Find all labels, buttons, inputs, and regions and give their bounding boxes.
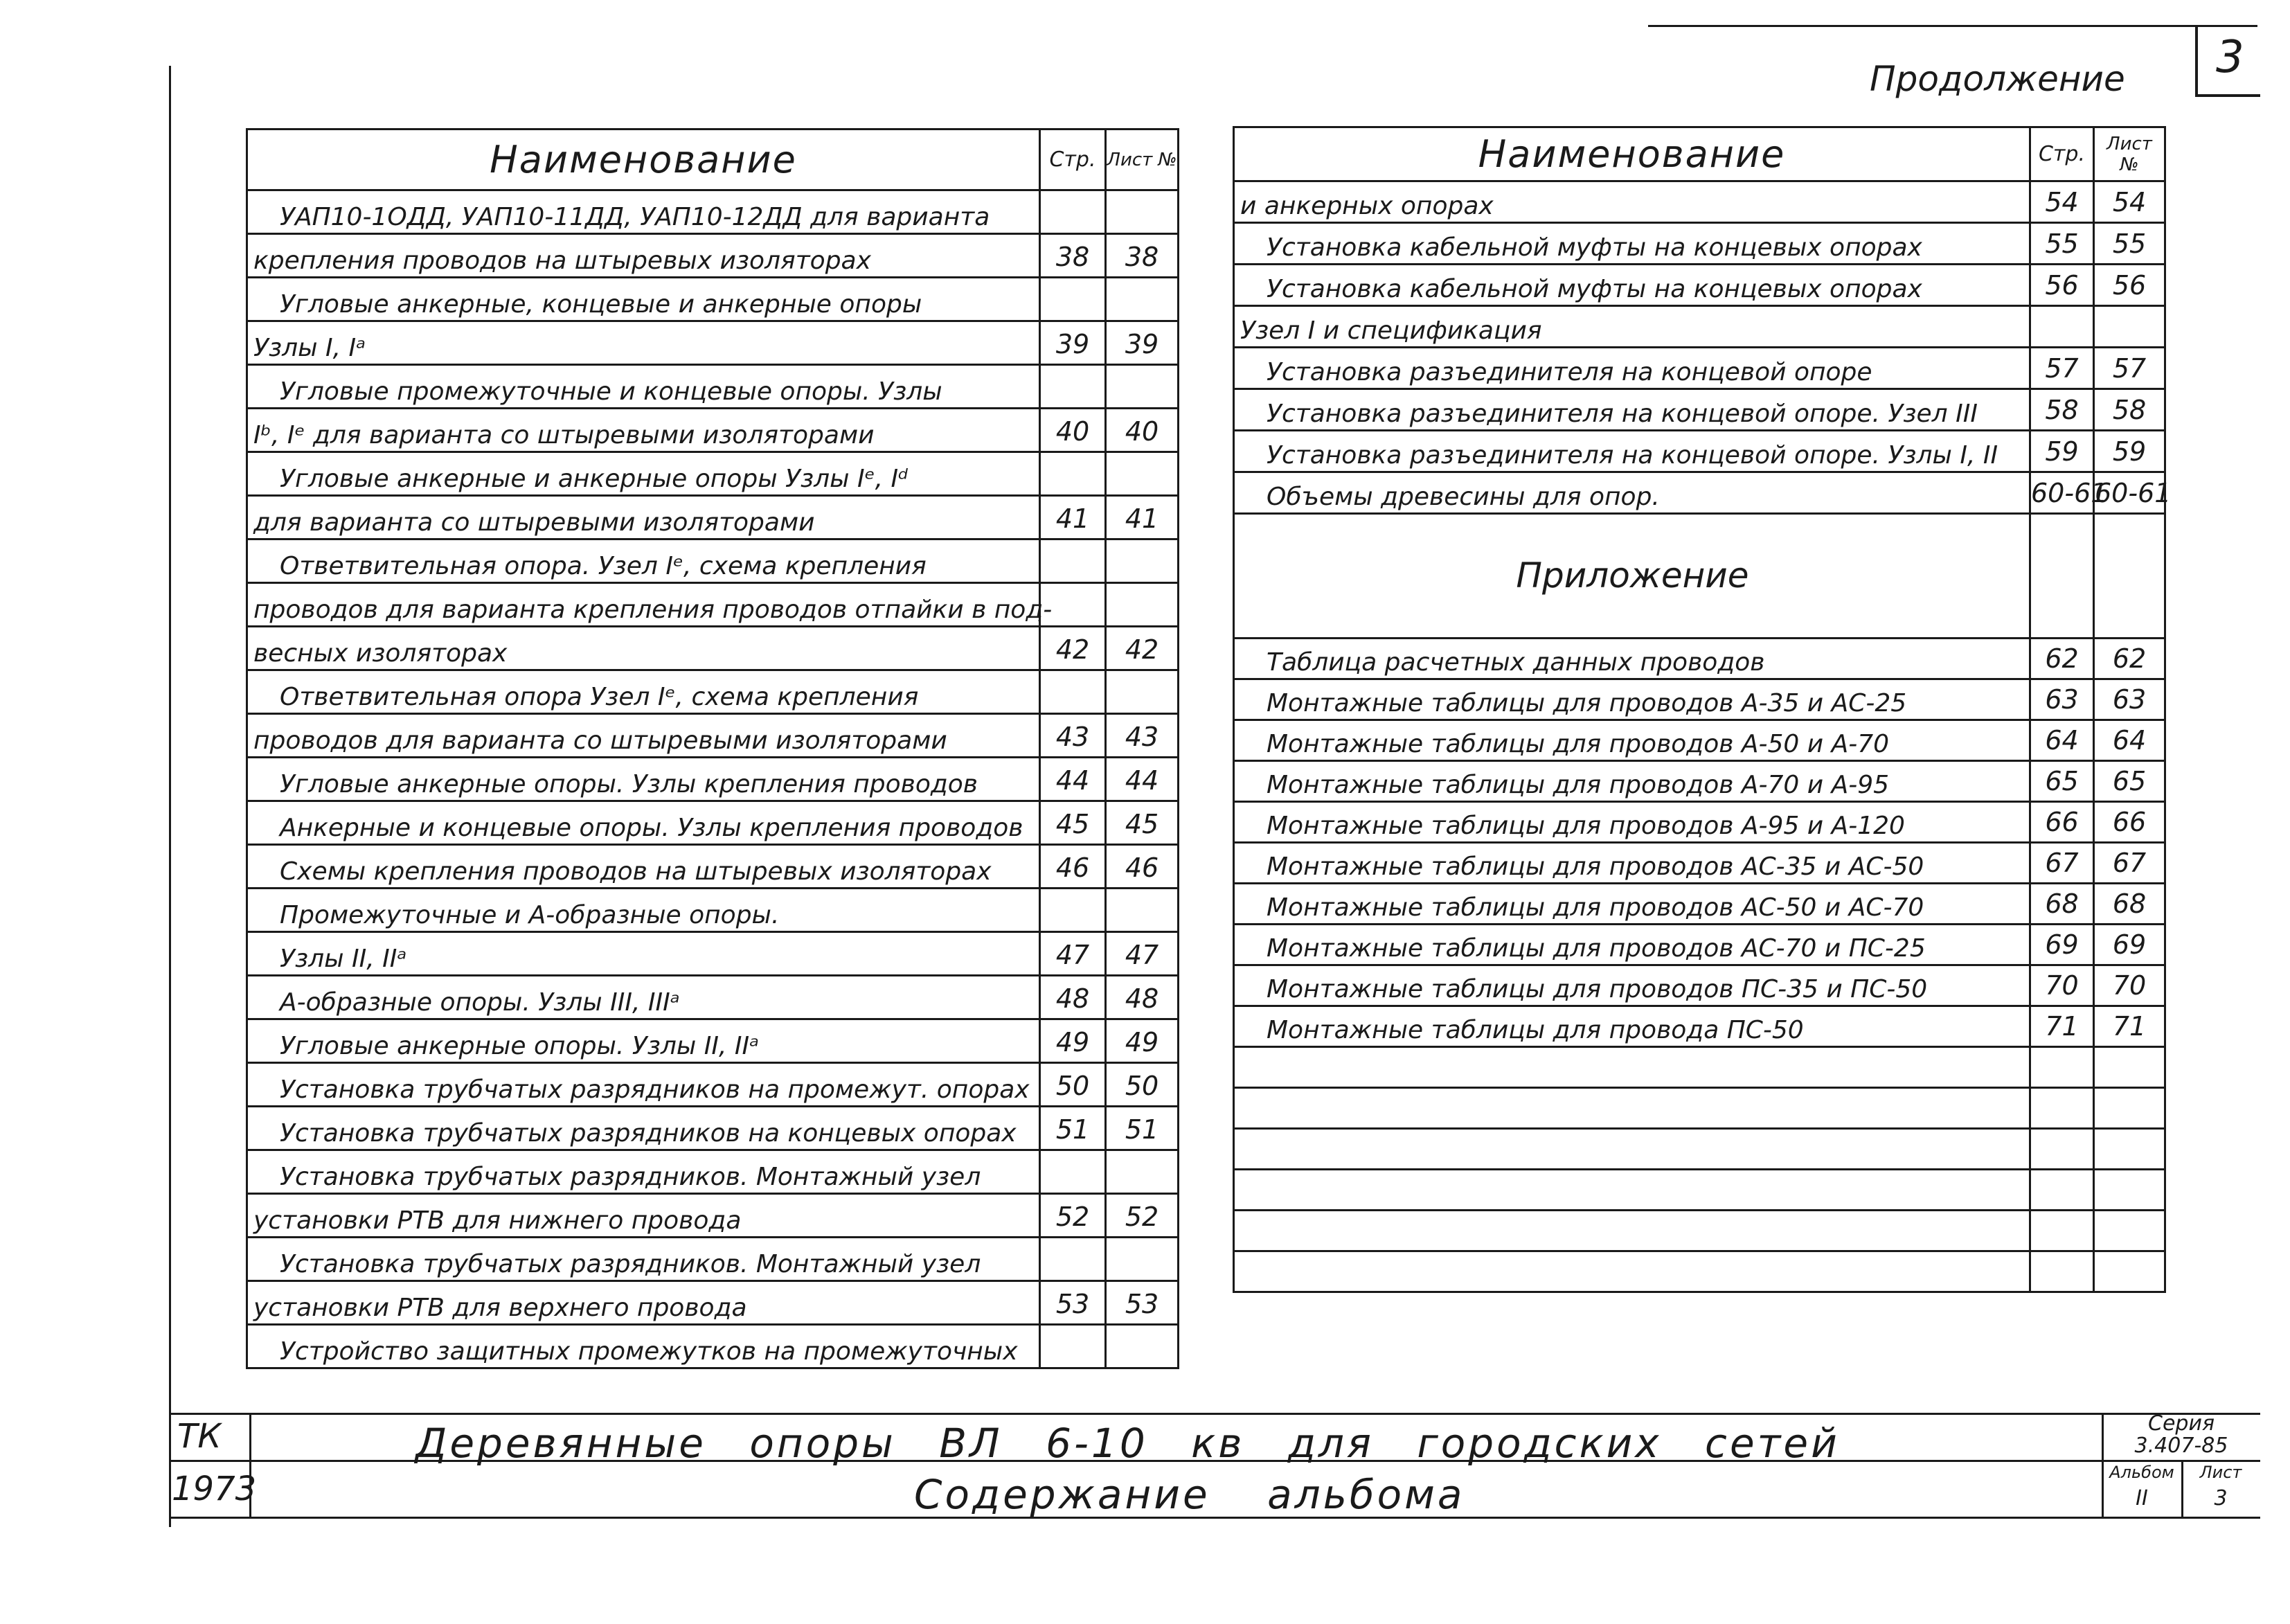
entry-name: Монтажные таблицы для проводов АС-70 и ПС-25: [1234, 925, 2030, 965]
entry-sheet: 68: [2094, 884, 2165, 925]
left-header-name: Наименование: [247, 130, 1040, 190]
table-row: [247, 583, 1179, 627]
entry-page: [1040, 278, 1106, 321]
sheet-value: 3: [2214, 1486, 2228, 1510]
entry-sheet: [1106, 1150, 1179, 1194]
entry-sheet: 52: [1106, 1194, 1179, 1238]
entry-name: Монтажные таблицы для проводов А-70 и А-95: [1234, 761, 2030, 802]
entry-sheet: 46: [1106, 845, 1179, 889]
entry-name: [1234, 1170, 2030, 1211]
right-table-body: [1234, 181, 2172, 1292]
entry-sheet: 66: [2094, 802, 2165, 843]
entry-page: 44: [1040, 758, 1106, 801]
entry-name: Ответвительная опора. Узел Iᵉ, схема крепления: [247, 539, 1040, 583]
entry-page: 70: [2030, 965, 2094, 1006]
entry-name: Установка кабельной муфты на концевых опорах: [1234, 265, 2030, 306]
entry-page: [2030, 1211, 2094, 1251]
entry-sheet: [1106, 1238, 1179, 1281]
entry-name: Угловые промежуточные и концевые опоры. Узлы: [247, 365, 1040, 409]
entry-sheet: 45: [1106, 801, 1179, 845]
left-contents-table: [246, 128, 1179, 1369]
entry-page: 58: [2030, 389, 2094, 431]
entry-name: Монтажные таблицы для провода ПС-50: [1234, 1006, 2030, 1047]
appendix-row: [1234, 925, 2165, 965]
table-row: [247, 627, 1179, 670]
entry-page: 45: [1040, 801, 1106, 845]
entry-page: [1040, 539, 1106, 583]
entry-page: 46: [1040, 845, 1106, 889]
table-row: [247, 932, 1179, 976]
entry-sheet: [1106, 539, 1179, 583]
entry-name: Угловые анкерные опоры. Узлы II, IIᵃ: [247, 1019, 1040, 1063]
entry-page: 38: [1040, 234, 1106, 278]
table-row: [1234, 431, 2165, 472]
entry-sheet: 71: [2094, 1006, 2165, 1047]
org-code: ТК: [177, 1417, 222, 1456]
entry-page: 41: [1040, 496, 1106, 539]
entry-page: 51: [1040, 1107, 1106, 1150]
entry-sheet: 53: [1106, 1281, 1179, 1325]
appendix-row: [1234, 761, 2165, 802]
entry-page: [1040, 1325, 1106, 1368]
entry-page: 56: [2030, 265, 2094, 306]
entry-page: [2030, 1088, 2094, 1129]
appendix-title: Приложение: [1234, 514, 2030, 639]
album-label: Альбом: [2109, 1463, 2174, 1482]
table-row: [247, 234, 1179, 278]
entry-page: 67: [2030, 843, 2094, 884]
table-row: [247, 496, 1179, 539]
entry-name: Установка трубчатых разрядников на концевых опорах: [247, 1107, 1040, 1150]
entry-page: 59: [2030, 431, 2094, 472]
entry-page: 64: [2030, 720, 2094, 761]
empty-row: [1234, 1047, 2165, 1088]
title-block-top-line: [169, 1413, 2260, 1415]
entry-name: Анкерные и концевые опоры. Узлы крепления проводов: [247, 801, 1040, 845]
entry-sheet: 39: [1106, 321, 1179, 365]
entry-sheet: 50: [1106, 1063, 1179, 1107]
entry-page: 71: [2030, 1006, 2094, 1047]
entry-name: Узлы I, Iᵃ: [247, 321, 1040, 365]
entry-name: Узлы II, IIᵃ: [247, 932, 1040, 976]
entry-page: 53: [1040, 1281, 1106, 1325]
entry-sheet: 64: [2094, 720, 2165, 761]
table-row: [1234, 223, 2165, 265]
table-row: [247, 976, 1179, 1019]
entry-sheet: 40: [1106, 409, 1179, 452]
empty-row: [1234, 1251, 2165, 1292]
empty-row: [1234, 1129, 2165, 1170]
top-border-line: [1648, 25, 2257, 27]
entry-sheet: 67: [2094, 843, 2165, 884]
table-row: [247, 1019, 1179, 1063]
entry-sheet: [1106, 452, 1179, 496]
entry-sheet: 49: [1106, 1019, 1179, 1063]
table-row: [247, 1194, 1179, 1238]
right-header-page: Стр.: [2030, 127, 2094, 181]
entry-sheet: 70: [2094, 965, 2165, 1006]
entry-name: и анкерных опорах: [1234, 181, 2030, 223]
table-row: [247, 1325, 1179, 1368]
entry-sheet: 44: [1106, 758, 1179, 801]
entry-page: 52: [1040, 1194, 1106, 1238]
entry-page: [2030, 1251, 2094, 1292]
entry-page: 55: [2030, 223, 2094, 265]
appendix-row: [1234, 965, 2165, 1006]
entry-page: 43: [1040, 714, 1106, 758]
entry-sheet: [2094, 1251, 2165, 1292]
entry-name: Монтажные таблицы для проводов А-50 и А-70: [1234, 720, 2030, 761]
entry-sheet: [1106, 670, 1179, 714]
entry-name: весных изоляторах: [247, 627, 1040, 670]
appendix-row: [1234, 639, 2165, 679]
entry-name: [1234, 1211, 2030, 1251]
entry-sheet: 38: [1106, 234, 1179, 278]
sheet-number: 3: [2216, 32, 2244, 83]
entry-sheet: 42: [1106, 627, 1179, 670]
entry-sheet: 54: [2094, 181, 2165, 223]
table-row: [247, 1107, 1179, 1150]
entry-page: 54: [2030, 181, 2094, 223]
empty-row: [1234, 1211, 2165, 1251]
table-row: [247, 1063, 1179, 1107]
entry-name: установки РТВ для верхнего провода: [247, 1281, 1040, 1325]
entry-page: [1040, 1238, 1106, 1281]
entry-name: крепления проводов на штыревых изоляторах: [247, 234, 1040, 278]
table-row: [247, 670, 1179, 714]
entry-page: 42: [1040, 627, 1106, 670]
series-label: Серия: [2148, 1411, 2215, 1436]
table-row: [247, 714, 1179, 758]
table-row: [247, 452, 1179, 496]
appendix-row: [1234, 884, 2165, 925]
entry-name: проводов для варианта крепления проводов отпайки в под-: [247, 583, 1040, 627]
entry-sheet: [1106, 278, 1179, 321]
year: 1973: [172, 1470, 257, 1508]
entry-name: Угловые анкерные, концевые и анкерные опоры: [247, 278, 1040, 321]
entry-name: Объемы древесины для опор.: [1234, 472, 2030, 514]
continuation-label: Продолжение: [1870, 59, 2125, 99]
album-value: II: [2136, 1486, 2148, 1510]
entry-name: [1234, 1047, 2030, 1088]
entry-name: Установка трубчатых разрядников на промежут. опорах: [247, 1063, 1040, 1107]
entry-page: 50: [1040, 1063, 1106, 1107]
entry-name: Монтажные таблицы для проводов А-95 и А-120: [1234, 802, 2030, 843]
table-row: [247, 409, 1179, 452]
table-row: [247, 1281, 1179, 1325]
entry-sheet: 65: [2094, 761, 2165, 802]
entry-sheet: 56: [2094, 265, 2165, 306]
table-row: [1234, 472, 2165, 514]
entry-sheet: 60-61: [2094, 472, 2165, 514]
entry-page: 65: [2030, 761, 2094, 802]
entry-sheet: [1106, 583, 1179, 627]
entry-sheet: 57: [2094, 348, 2165, 389]
entry-sheet: 47: [1106, 932, 1179, 976]
table-row: [247, 539, 1179, 583]
entry-name: установки РТВ для нижнего провода: [247, 1194, 1040, 1238]
entry-page: [1040, 1150, 1106, 1194]
left-border-line: [169, 66, 171, 1527]
entry-page: 68: [2030, 884, 2094, 925]
empty-row: [1234, 1170, 2165, 1211]
left-header-sheet: Лист №: [1106, 130, 1179, 190]
entry-page: 49: [1040, 1019, 1106, 1063]
entry-page: 63: [2030, 679, 2094, 720]
table-row: [1234, 306, 2165, 348]
table-row: [1234, 265, 2165, 306]
entry-name: А-образные опоры. Узлы III, IIIᵃ: [247, 976, 1040, 1019]
entry-name: Таблица расчетных данных проводов: [1234, 639, 2030, 679]
table-row: [247, 321, 1179, 365]
entry-sheet: 62: [2094, 639, 2165, 679]
entry-sheet: 51: [1106, 1107, 1179, 1150]
entry-name: Установка трубчатых разрядников. Монтажный узел: [247, 1150, 1040, 1194]
entry-page: [1040, 190, 1106, 234]
table-row: [247, 1150, 1179, 1194]
entry-page: 47: [1040, 932, 1106, 976]
left-header-page: Стр.: [1040, 130, 1106, 190]
entry-name: Установка разъединителя на концевой опоре. Узлы I, II: [1234, 431, 2030, 472]
entry-sheet: 48: [1106, 976, 1179, 1019]
entry-page: [1040, 889, 1106, 932]
appendix-row: [1234, 843, 2165, 884]
appendix-row: [1234, 1006, 2165, 1047]
entry-sheet: [1106, 1325, 1179, 1368]
entry-sheet: 69: [2094, 925, 2165, 965]
document-title: Деревянные опоры ВЛ 6-10 кв для городских сетей: [415, 1420, 1840, 1467]
right-contents-table: [1233, 126, 2172, 1293]
entry-page: 66: [2030, 802, 2094, 843]
entry-name: Монтажные таблицы для проводов АС-35 и АС-50: [1234, 843, 2030, 884]
table-row: [247, 278, 1179, 321]
entry-name: Монтажные таблицы для проводов А-35 и АС-25: [1234, 679, 2030, 720]
entry-name: Схемы крепления проводов на штыревых изоляторах: [247, 845, 1040, 889]
document-subtitle: Содержание альбома: [914, 1471, 1465, 1518]
table-row: [247, 365, 1179, 409]
empty-row: [1234, 1088, 2165, 1129]
entry-name: Ответвительная опора Узел Iᵉ, схема крепления: [247, 670, 1040, 714]
entry-name: Установка разъединителя на концевой опоре: [1234, 348, 2030, 389]
entry-name: Угловые анкерные и анкерные опоры Узлы Iᵉ, Iᵈ: [247, 452, 1040, 496]
entry-sheet: 55: [2094, 223, 2165, 265]
table-row: [247, 1238, 1179, 1281]
entry-name: Угловые анкерные опоры. Узлы крепления проводов: [247, 758, 1040, 801]
entry-name: Iᵇ, Iᵉ для варианта со штыревыми изоляторами: [247, 409, 1040, 452]
entry-page: 60-61: [2030, 472, 2094, 514]
entry-page: 40: [1040, 409, 1106, 452]
entry-sheet: [2094, 1047, 2165, 1088]
entry-sheet: [1106, 365, 1179, 409]
entry-page: 39: [1040, 321, 1106, 365]
entry-name: Устройство защитных промежутков на промежуточных: [247, 1325, 1040, 1368]
entry-sheet: 63: [2094, 679, 2165, 720]
entry-sheet: 43: [1106, 714, 1179, 758]
entry-page: 62: [2030, 639, 2094, 679]
entry-sheet: 59: [2094, 431, 2165, 472]
entry-name: УАП10-1ОДД, УАП10-11ДД, УАП10-12ДД для варианта: [247, 190, 1040, 234]
entry-name: Монтажные таблицы для проводов ПС-35 и ПС-50: [1234, 965, 2030, 1006]
entry-name: Монтажные таблицы для проводов АС-50 и АС-70: [1234, 884, 2030, 925]
appendix-row: [1234, 720, 2165, 761]
entry-page: 48: [1040, 976, 1106, 1019]
entry-name: [1234, 1129, 2030, 1170]
series-value: 3.407-85: [2134, 1434, 2228, 1458]
table-row: [247, 801, 1179, 845]
entry-name: Установка разъединителя на концевой опоре. Узел III: [1234, 389, 2030, 431]
appendix-heading-row: [1234, 514, 2165, 639]
appendix-row: [1234, 679, 2165, 720]
entry-page: [2030, 1047, 2094, 1088]
entry-name: Установка трубчатых разрядников. Монтажный узел: [247, 1238, 1040, 1281]
entry-page: [1040, 365, 1106, 409]
entry-sheet: 41: [1106, 496, 1179, 539]
entry-name: проводов для варианта со штыревыми изоляторами: [247, 714, 1040, 758]
table-row: [247, 845, 1179, 889]
entry-name: [1234, 1088, 2030, 1129]
entry-sheet: [2094, 1129, 2165, 1170]
sheet-number-box: [2195, 25, 2260, 97]
entry-page: [1040, 670, 1106, 714]
entry-name: [1234, 1251, 2030, 1292]
entry-page: [2030, 1129, 2094, 1170]
table-row: [1234, 389, 2165, 431]
right-header-sheet: Лист №: [2094, 127, 2165, 181]
entry-sheet: 58: [2094, 389, 2165, 431]
table-row: [247, 758, 1179, 801]
empty-cell: [2030, 514, 2094, 639]
table-row: [1234, 181, 2165, 223]
entry-sheet: [1106, 889, 1179, 932]
entry-sheet: [2094, 1211, 2165, 1251]
entry-name: Установка кабельной муфты на концевых опорах: [1234, 223, 2030, 265]
entry-page: [1040, 452, 1106, 496]
entry-sheet: [2094, 306, 2165, 348]
entry-sheet: [1106, 190, 1179, 234]
right-header-name: Наименование: [1234, 127, 2030, 181]
table-row: [247, 190, 1179, 234]
entry-name: Промежуточные и А-образные опоры.: [247, 889, 1040, 932]
entry-name: Узел I и спецификация: [1234, 306, 2030, 348]
entry-page: 57: [2030, 348, 2094, 389]
entry-sheet: [2094, 1088, 2165, 1129]
entry-name: для варианта со штыревыми изоляторами: [247, 496, 1040, 539]
entry-sheet: [2094, 1170, 2165, 1211]
sheet-label: Лист: [2199, 1463, 2242, 1482]
empty-cell: [2094, 514, 2165, 639]
entry-page: [2030, 306, 2094, 348]
table-row: [1234, 348, 2165, 389]
appendix-row: [1234, 802, 2165, 843]
table-row: [247, 889, 1179, 932]
left-table-body: [247, 190, 1179, 1368]
entry-page: 69: [2030, 925, 2094, 965]
entry-page: [2030, 1170, 2094, 1211]
